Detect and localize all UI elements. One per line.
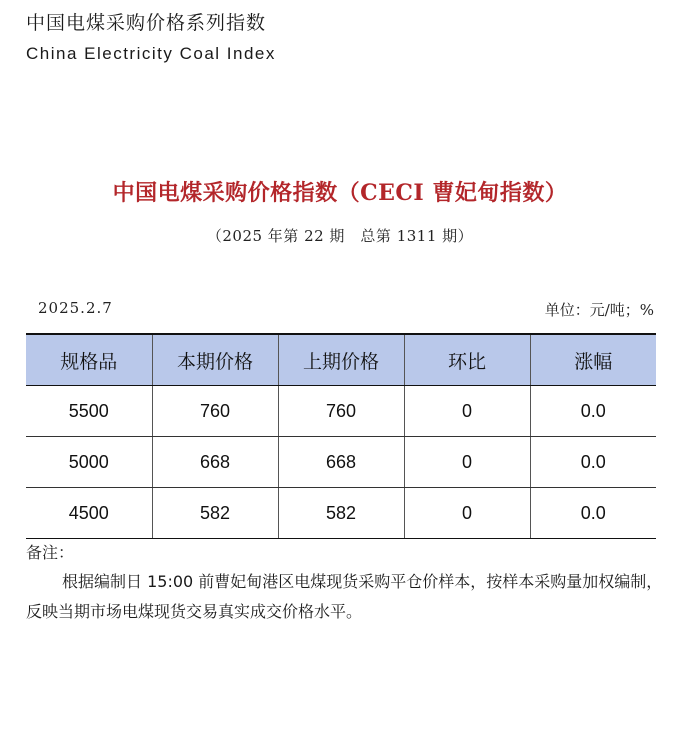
cell-change: 0: [404, 488, 530, 539]
header-previous-price: 上期价格: [278, 334, 404, 386]
cell-spec: 4500: [26, 488, 152, 539]
series-title-en: China Electricity Coal Index: [26, 44, 276, 63]
notes-text: 根据编制日 15:00 前曹妃甸港区电煤现货采购平仓价样本，按样本采购量加权编制，反映当期市场电煤现货交易真实成交价格水平。: [26, 572, 663, 621]
unit-label: 单位：元/吨；%: [544, 301, 654, 319]
header-current-price: 本期价格: [152, 334, 278, 386]
cell-change-rate: 0.0: [530, 488, 656, 539]
header-change: 环比: [404, 334, 530, 386]
cell-current-price: 668: [152, 437, 278, 488]
cell-spec: 5000: [26, 437, 152, 488]
table-header-row: [26, 334, 656, 386]
cell-previous-price: 582: [278, 488, 404, 539]
issue-number: （2025 年第 22 期 总第 1311 期）: [206, 227, 474, 245]
cell-spec: 5500: [26, 386, 152, 437]
cell-current-price: 582: [152, 488, 278, 539]
cell-change-rate: 0.0: [530, 386, 656, 437]
table-row: [26, 437, 656, 488]
cell-current-price: 760: [152, 386, 278, 437]
series-title-cn: 中国电煤采购价格系列指数: [26, 12, 267, 34]
cell-change: 0: [404, 437, 530, 488]
cell-previous-price: 760: [278, 386, 404, 437]
table-row: [26, 386, 656, 437]
cell-previous-price: 668: [278, 437, 404, 488]
cell-change-rate: 0.0: [530, 437, 656, 488]
notes-label: 备注：: [26, 543, 75, 562]
report-title: 中国电煤采购价格指数（CECI 曹妃甸指数）: [112, 180, 568, 206]
price-table: [26, 333, 656, 539]
cell-change: 0: [404, 386, 530, 437]
header-spec: 规格品: [26, 334, 152, 386]
header-change-rate: 涨幅: [530, 334, 656, 386]
report-date: 2025.2.7: [38, 299, 113, 317]
table-row: [26, 488, 656, 539]
